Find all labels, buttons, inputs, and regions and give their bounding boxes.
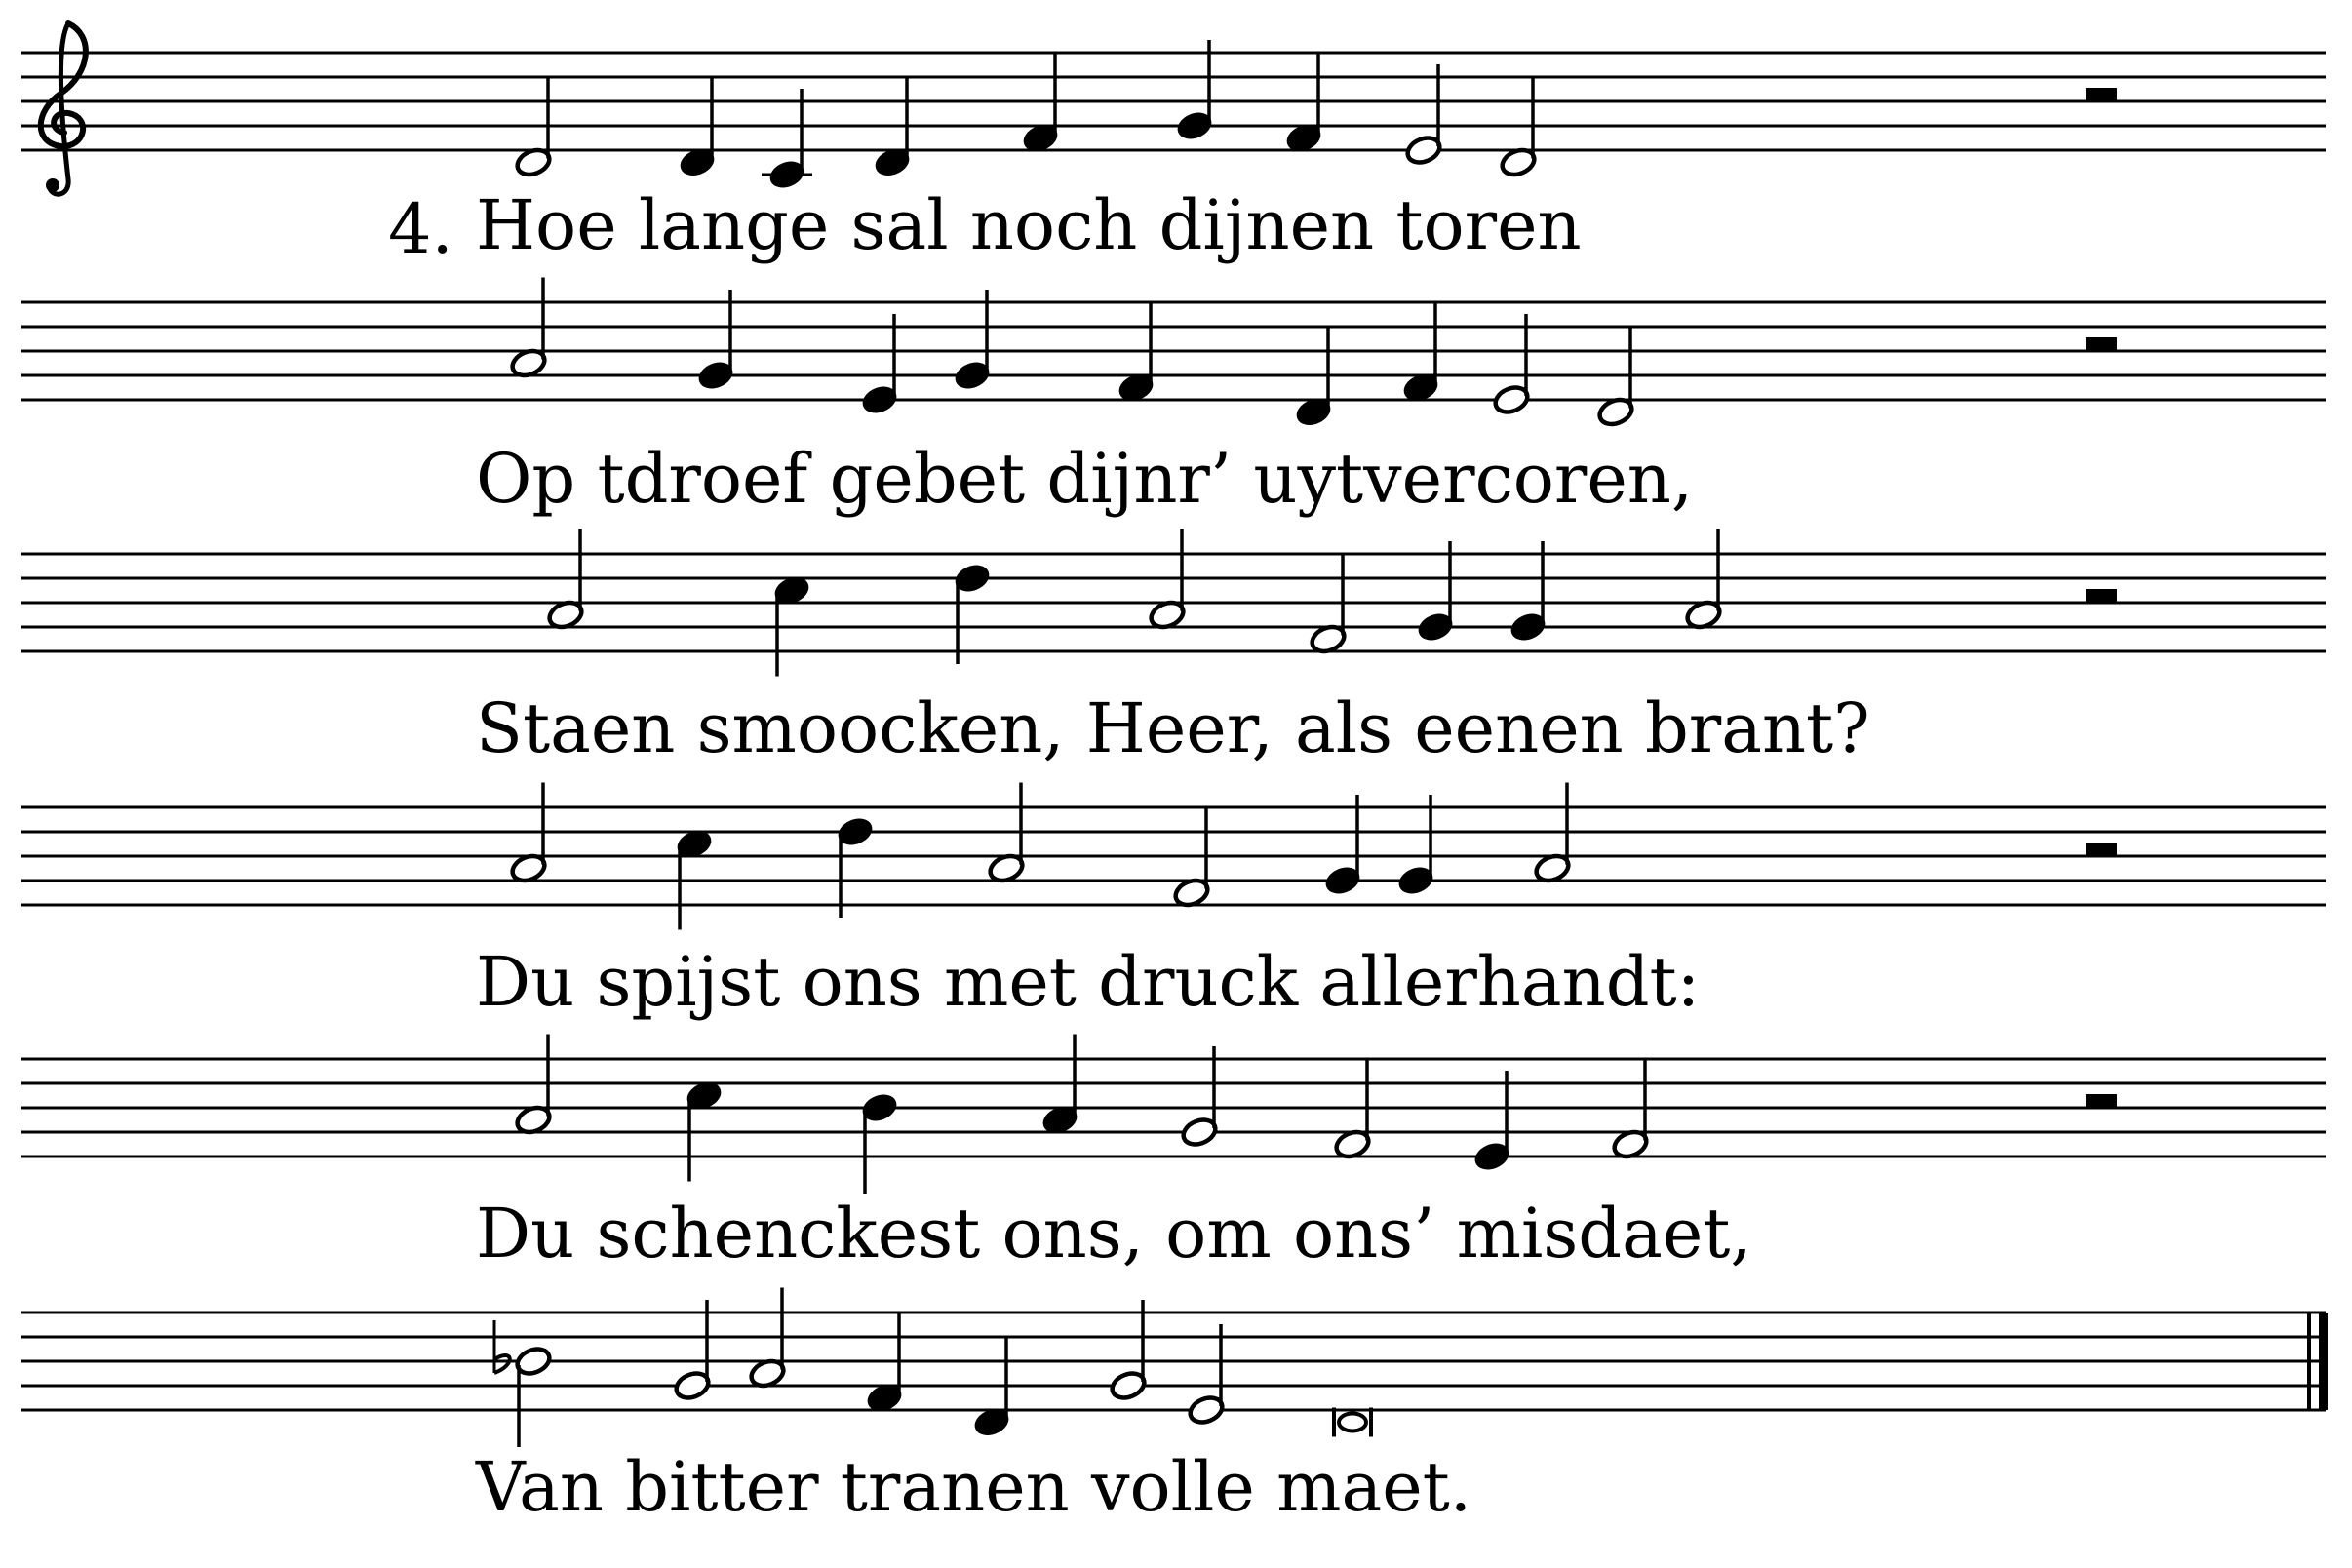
half-rest <box>2086 88 2117 101</box>
flat-sign-bowl <box>494 1355 510 1373</box>
half-rest <box>2086 1094 2117 1108</box>
final-double-barline <box>2319 1313 2328 1410</box>
lyric-line-2: Op tdroef gebet dijnr’ uytvercoren, <box>476 439 1694 519</box>
half-rest <box>2086 589 2117 603</box>
treble-clef-icon <box>49 23 68 194</box>
lyric-line-6: Van bitter tranen volle maet. <box>476 1447 1472 1527</box>
half-rest <box>2086 843 2117 856</box>
verse-number: 4. <box>388 189 453 269</box>
lyric-line-3: Staen smoocken, Heer, als eenen brant? <box>476 688 1870 768</box>
lyric-line-5: Du schenckest ons, om ons’ misdaet, <box>476 1194 1752 1274</box>
lyric-line-1: Hoe lange sal noch dijnen toren <box>476 185 1582 265</box>
note-head-breve <box>1339 1414 1366 1431</box>
treble-clef-icon <box>46 178 59 192</box>
half-rest <box>2086 337 2117 351</box>
lyric-line-4: Du spijst ons met druck allerhandt: <box>476 942 1701 1022</box>
